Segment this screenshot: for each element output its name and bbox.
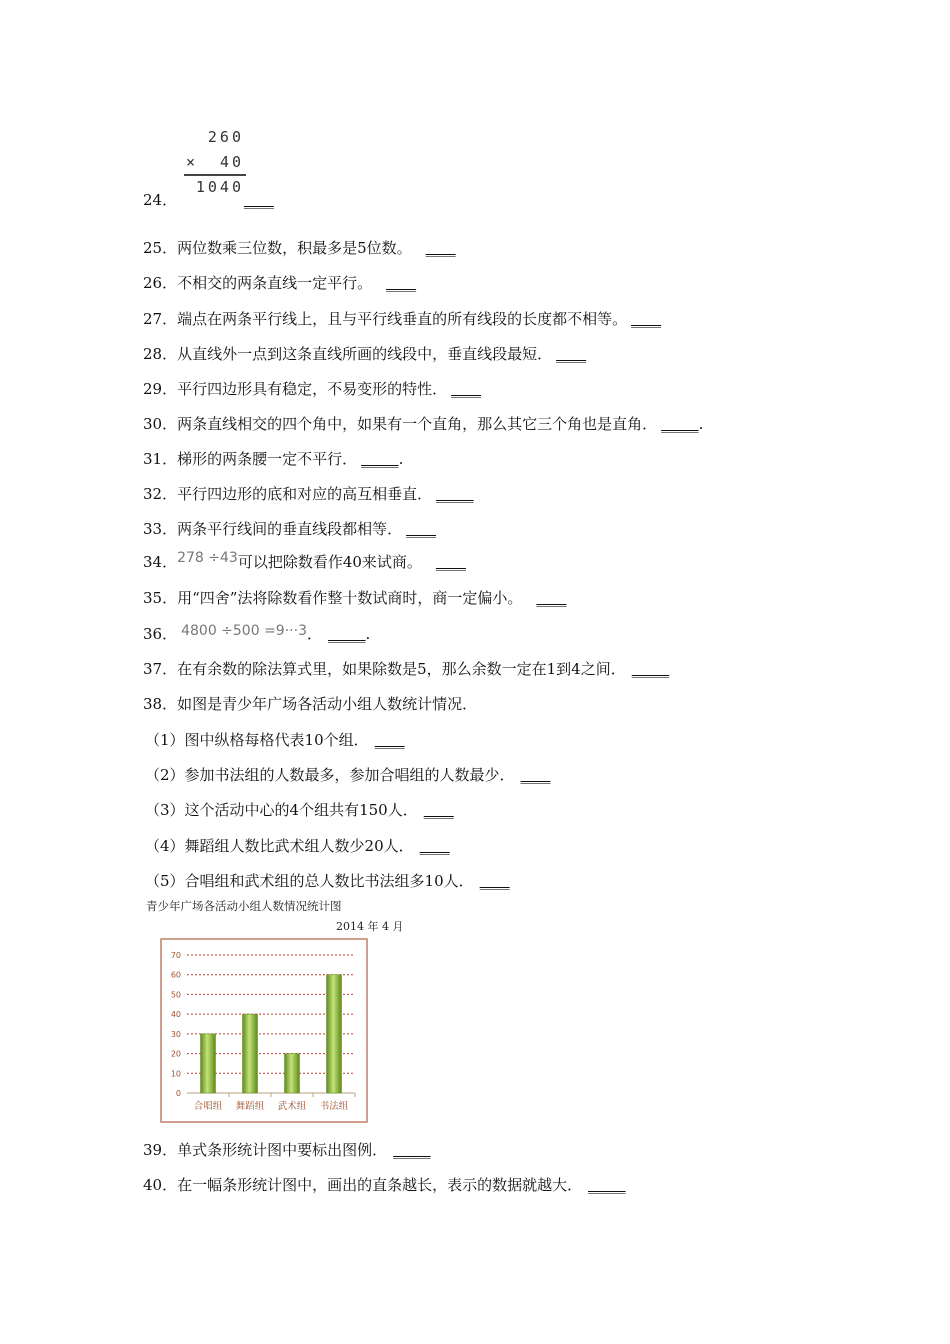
sub-question-1	[145, 730, 405, 750]
question-text: 38．如图是青少年广场各活动小组人数统计情况．	[143, 695, 478, 713]
question-text: 37．在有余数的除法算式里，如果除数是5，那么余数一定在1到4之间．	[143, 660, 626, 678]
answer-blank[interactable]: _____	[328, 625, 366, 643]
question-32	[143, 484, 474, 504]
answer-blank[interactable]: ____	[423, 801, 454, 819]
answer-blank[interactable]: ____	[425, 239, 456, 257]
question-text: 25．两位数乘三位数，积最多是5位数。	[143, 239, 412, 257]
chart-title: 青少年广场各活动小组人数情况统计图	[146, 899, 342, 913]
vertical-multiplication	[182, 128, 248, 198]
answer-blank[interactable]: ____	[536, 589, 567, 607]
question-text: 27．端点在两条平行线上，且与平行线垂直的所有线段的长度都不相等。	[143, 310, 628, 328]
sub-question-5	[145, 871, 510, 891]
question-text: （4）舞蹈组人数比武术组人数少20人．	[145, 837, 414, 855]
multiplicand: 260	[207, 128, 244, 146]
bar-2	[243, 1014, 258, 1093]
question-25	[143, 238, 456, 258]
question-30	[143, 414, 703, 434]
question-text: 32．平行四边形的底和对应的高互相垂直．	[143, 485, 433, 503]
bar-chart	[155, 935, 375, 1125]
answer-blank[interactable]: _____	[661, 415, 699, 433]
multiplier: 40	[219, 153, 244, 171]
answer-blank[interactable]: ____	[419, 837, 450, 855]
y-tick-label: 70	[170, 951, 181, 960]
answer-blank[interactable]: ____	[374, 731, 405, 749]
answer-blank[interactable]: ____	[386, 274, 417, 292]
chart-subtitle: 2014 年 4 月	[336, 920, 404, 933]
y-tick-label: 10	[170, 1069, 181, 1079]
question-text: 40．在一幅条形统计图中，画出的直条越长，表示的数据就越大．	[143, 1176, 583, 1194]
question-text: 39．单式条形统计图中要标出图例．	[143, 1141, 388, 1159]
y-tick-label: 60	[170, 970, 181, 980]
question-suffix: .	[365, 625, 371, 643]
y-tick-label: 0	[175, 1089, 181, 1098]
question-text: （5）合唱组和武术组的总人数比书法组多10人．	[145, 872, 474, 890]
category-label: 合唱组	[193, 1101, 223, 1112]
question-number: 34．	[143, 553, 178, 571]
answer-blank[interactable]: ____	[631, 310, 662, 328]
answer-blank[interactable]: ____	[520, 766, 551, 784]
answer-blank[interactable]: _____	[588, 1176, 626, 1194]
answer-blank[interactable]: _____	[631, 660, 670, 678]
question-text: 29．平行四边形具有稳定，不易变形的特性．	[143, 380, 448, 398]
result-rule	[184, 174, 246, 176]
question-35	[143, 588, 566, 608]
answer-blank[interactable]: ____	[435, 553, 466, 571]
bar-4	[327, 975, 342, 1093]
y-tick-label: 30	[170, 1029, 181, 1039]
question-text: 35．用“四舍”法将除数看作整十数试商时，商一定偏小。	[143, 589, 523, 607]
question-34	[143, 552, 466, 573]
question-26	[143, 273, 416, 293]
answer-blank[interactable]: ____	[479, 872, 510, 890]
category-label: 书法组	[319, 1101, 349, 1112]
bar-1	[201, 1034, 216, 1093]
division-formula: 278 ÷43	[177, 550, 238, 566]
question-number: 36．	[143, 625, 178, 643]
answer-blank[interactable]: _____	[393, 1141, 431, 1159]
bar-3	[285, 1054, 300, 1093]
answer-blank[interactable]: ____	[451, 380, 482, 398]
answer-blank[interactable]: _____	[436, 485, 474, 503]
sub-question-3	[145, 800, 454, 820]
division-formula: 4800 ÷500 =9···3	[181, 623, 307, 639]
question-text: （2）参加书法组的人数最多，参加合唱组的人数最少．	[145, 766, 515, 784]
y-tick-label: 20	[170, 1049, 181, 1059]
question-24	[143, 190, 274, 210]
question-38	[143, 694, 477, 714]
category-label: 武术组	[277, 1101, 307, 1112]
question-27	[143, 309, 661, 329]
question-number: 24．	[143, 191, 178, 209]
sub-question-4	[145, 836, 450, 856]
question-text: （3）这个活动中心的4个组共有150人．	[145, 801, 418, 819]
question-suffix: .	[698, 415, 704, 433]
question-text: 26．不相交的两条直线一定平行。	[143, 274, 373, 292]
question-text: 30．两条直线相交的四个角中，如果有一个直角，那么其它三个角也是直角．	[143, 415, 658, 433]
question-39	[143, 1140, 431, 1160]
question-36	[143, 624, 370, 645]
question-40	[143, 1175, 626, 1195]
question-28	[143, 344, 586, 364]
question-mid: ．	[306, 625, 322, 643]
answer-blank[interactable]: ____	[243, 191, 274, 209]
answer-blank[interactable]: ____	[556, 345, 587, 363]
question-text: （1）图中纵格每格代表10个组．	[145, 731, 369, 749]
question-text: 可以把除数看作40来试商。	[237, 553, 422, 571]
product: 1040	[195, 178, 244, 196]
question-29	[143, 379, 481, 399]
y-tick-label: 50	[170, 990, 181, 1000]
question-33	[143, 519, 436, 539]
y-tick-label: 40	[170, 1010, 181, 1020]
sub-question-2	[145, 765, 551, 785]
answer-blank[interactable]: _____	[361, 450, 399, 468]
question-text: 28．从直线外一点到这条直线所画的线段中，垂直线段最短．	[143, 345, 553, 363]
multiply-sign: ×	[186, 153, 196, 171]
answer-blank[interactable]: ____	[406, 520, 437, 538]
question-suffix: .	[398, 450, 404, 468]
category-label: 舞蹈组	[235, 1101, 265, 1112]
question-37	[143, 659, 669, 679]
question-31	[143, 449, 403, 469]
question-text: 33．两条平行线间的垂直线段都相等．	[143, 520, 403, 538]
question-text: 31．梯形的两条腰一定不平行．	[143, 450, 358, 468]
